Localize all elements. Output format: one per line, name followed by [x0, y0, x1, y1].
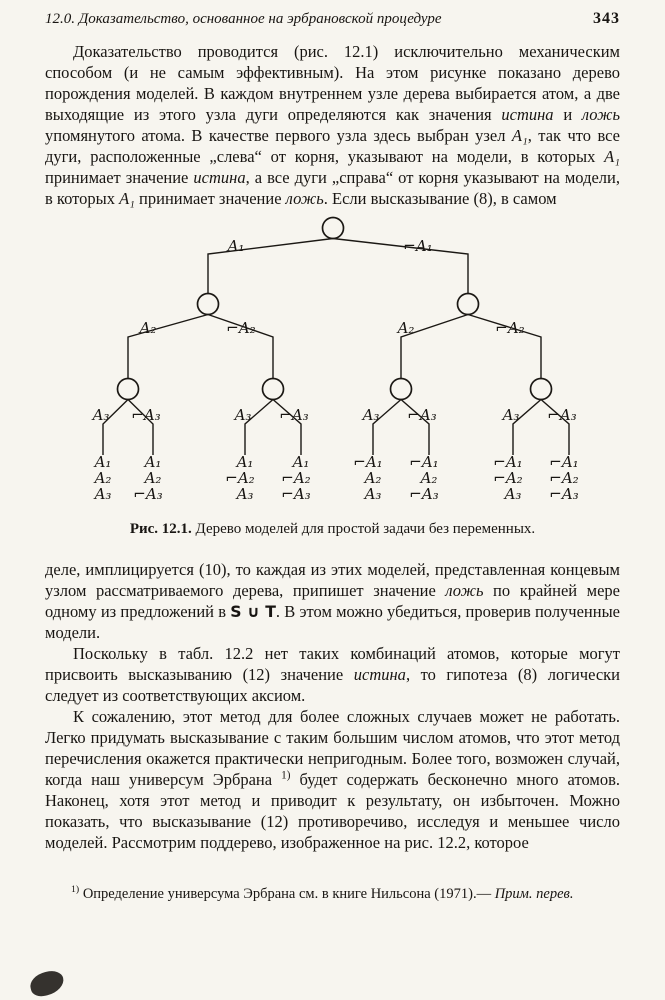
- paragraph-2: деле, имплицируется (10), то каждая из этих моделей, представленная концевым узлом рассматриваемого дерева, припишет значение ложь по крайней мере одному из предложений в S ∪ T. В этом можно убедиться, проверив полученные модели.: [45, 560, 621, 642]
- edge-label: ⌐A₃: [131, 406, 161, 424]
- paragraph-1: Доказательство проводится (рис. 12.1) исключительно механическим способом (и не самым эффективным). На этом рисунке показано дерево порождения моделей. В каждом внутреннем узле дерева выбирается атом, а две выходящие из этого узла дуги определяются как значения истина и ложь упомянутого атома. В качестве первого узла здесь выбран узел A₁, так что все дуги, расположенные „слева“ от корня, указывают на модели, в которых A₁ принимает значение истина, а все дуги „справа“ от корня указывают на модели, в которых A₁ принимает значение ложь. Если высказывание (8), в самом: [45, 42, 620, 208]
- leaf-model-value: A₃: [94, 485, 112, 503]
- figure-12-1: [73, 215, 613, 511]
- model-tree-diagram: [73, 215, 613, 511]
- edge-label: ⌐A₃: [407, 406, 437, 424]
- leaf-model-value: ⌐A₂: [493, 469, 523, 487]
- tree-node: [198, 294, 219, 315]
- running-head: 12.0. Доказательство, основанное на эрбрановской процедуре: [45, 11, 442, 27]
- edge-label: A₂: [139, 319, 157, 337]
- leaf-model-value: ⌐A₁: [493, 453, 523, 471]
- leaf-model-value: A₂: [364, 469, 382, 487]
- leaf-model-value: ⌐A₃: [281, 485, 311, 503]
- page-header: [45, 10, 620, 28]
- leaf-model-value: ⌐A₁: [409, 453, 439, 471]
- leaf-model-value: ⌐A₃: [133, 485, 163, 503]
- edge-label: ⌐A₃: [547, 406, 577, 424]
- edge-label: A₁: [227, 237, 245, 255]
- page-number: 343: [593, 10, 620, 27]
- leaf-model-value: A₁: [236, 453, 254, 471]
- edge-labels: [91, 237, 577, 424]
- leaf-model-value: A₃: [236, 485, 254, 503]
- ink-smudge-artifact: [28, 968, 67, 999]
- tree-edge: [333, 239, 468, 294]
- leaf-model-value: A₃: [364, 485, 382, 503]
- leaf-model-value: ⌐A₂: [549, 469, 579, 487]
- edge-label: A₃: [234, 406, 252, 424]
- leaf-model-value: ⌐A₂: [281, 469, 311, 487]
- tree-node: [391, 379, 412, 400]
- tree-nodes: [118, 218, 552, 400]
- leaf-model-value: A₁: [292, 453, 310, 471]
- leaf-model-value: ⌐A₁: [549, 453, 579, 471]
- tree-node: [531, 379, 552, 400]
- edge-label: ⌐A₁: [403, 237, 433, 255]
- tree-node: [118, 379, 139, 400]
- edge-label: ⌐A₂: [226, 319, 256, 337]
- leaf-model-value: A₃: [504, 485, 522, 503]
- figure-caption: Рис. 12.1. Дерево моделей для простой задачи без переменных.: [129, 521, 536, 537]
- edge-label: ⌐A₂: [495, 319, 525, 337]
- edge-label: A₂: [397, 319, 415, 337]
- leaf-model-value: A₂: [144, 469, 162, 487]
- edge-label: A₃: [92, 406, 110, 424]
- leaf-model-value: A₂: [94, 469, 112, 487]
- tree-edges: [103, 239, 569, 456]
- leaf-model-value: ⌐A₃: [549, 485, 579, 503]
- paragraph-4: К сожалению, этот метод для более сложных случаев может не работать. Легко придумать высказывание с таким большим числом атомов, что этот метод перечисления окажется практически непригодным. Более того, возможен случай, когда наш универсум Эрбрана $^{1)}$ будет содержать бесконечно много атомов. Наконец, хотя этот метод и приводит к результату, он избыточен. Можно показать, что высказывание (12) противоречиво, исследуя и меньшее число моделей. Рассмотрим поддерево, изображенное на рис. 12.2, которое: [45, 707, 620, 852]
- body-text-continued: [45, 559, 620, 853]
- tree-node-root: [323, 218, 344, 239]
- tree-node: [458, 294, 479, 315]
- leaf-model-value: A₁: [94, 453, 112, 471]
- edge-label: A₃: [362, 406, 380, 424]
- leaf-model-value: A₁: [144, 453, 162, 471]
- leaf-model-value: ⌐A₃: [409, 485, 439, 503]
- paragraph-3: Поскольку в табл. 12.2 нет таких комбинаций атомов, которые могут присвоить высказыванию (12) значение истина, то гипотеза (8) логически следует из соответствующих аксиом.: [45, 644, 620, 705]
- edge-label: A₃: [502, 406, 520, 424]
- leaf-model-value: ⌐A₁: [353, 453, 383, 471]
- leaf-models: [93, 453, 579, 503]
- leaf-model-value: A₂: [420, 469, 438, 487]
- leaf-model-value: ⌐A₂: [225, 469, 255, 487]
- tree-node: [263, 379, 284, 400]
- body-text: [45, 41, 620, 209]
- edge-label: ⌐A₃: [279, 406, 309, 424]
- footnote: $^{1)}$ Определение универсума Эрбрана см. в книге Нильсона (1971).— Прим. перев.: [71, 884, 574, 902]
